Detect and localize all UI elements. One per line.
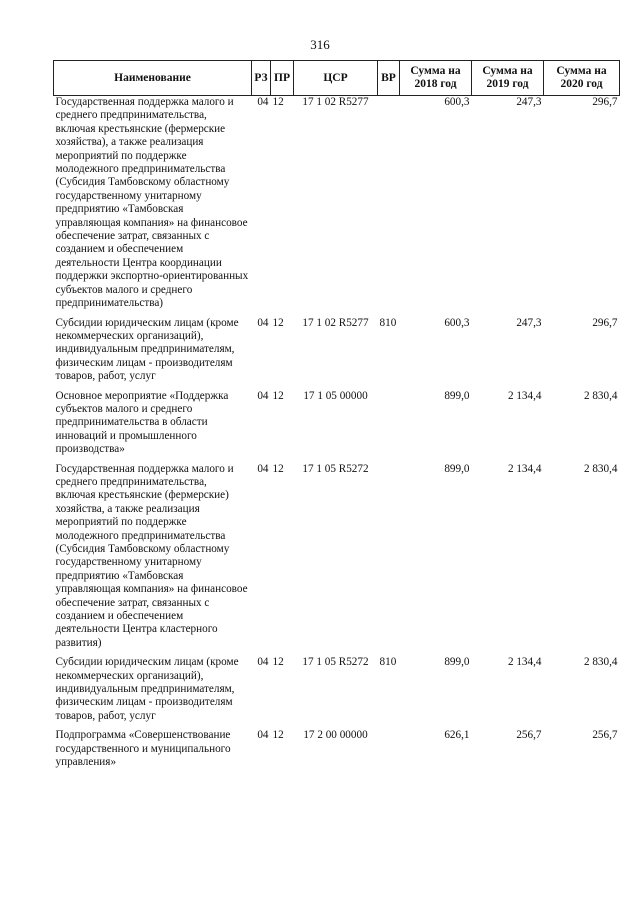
row-rz: 04 — [257, 729, 269, 742]
row-rz: 04 — [257, 656, 269, 669]
row-csr: 17 1 05 00000 — [303, 389, 368, 402]
row-sum-2018: 600,3 — [444, 316, 470, 329]
row-vr — [378, 96, 400, 317]
row-csr: 17 1 02 R5277 — [302, 96, 369, 108]
table-row — [54, 729, 620, 775]
row-sum-2019: 2 134,4 — [507, 462, 542, 475]
row-pr: 12 — [272, 389, 284, 402]
row-name: Субсидии юридическим лицам (кроме некоммерческих организаций), индивидуальным предпринимателям, физическим лицам - производителям товаров, работ, услуг — [55, 656, 239, 722]
row-sum-2020: 2 830,4 — [583, 389, 618, 402]
row-vr: 810 — [379, 656, 397, 669]
row-name: Субсидии юридическим лицам (кроме некоммерческих организаций), индивидуальным предпринимателям, физическим лицам - производителям товаров, работ, услуг — [55, 316, 239, 383]
row-sum-2020: 256,7 — [592, 729, 618, 742]
page-number: 316 — [310, 37, 330, 52]
header-pr: ПР — [271, 61, 294, 96]
row-name: Государственная поддержка малого и среднего предпринимательства, включая крестьянские (фермерские хозяйства), а также реализация мероприятий по поддержке молодежного предпринимательства (Субсидия Тамбовскому областному государственному унитарному предприятию «Тамбовская управляющая компания» на финансовое обеспечение затрат, связанных с созданием и обеспечением деятельности Центра координации поддержки экспортно-ориентированных субъектов малого и среднего предпринимательства) — [55, 96, 249, 310]
row-sum-2020: 2 830,4 — [583, 462, 618, 475]
header-rz: РЗ — [252, 61, 271, 96]
table-row — [54, 656, 620, 729]
row-vr: 810 — [379, 316, 397, 329]
table-row — [54, 390, 620, 463]
row-rz: 04 — [257, 96, 269, 108]
row-csr: 17 2 00 00000 — [303, 729, 368, 742]
row-csr: 17 1 05 R5272 — [302, 462, 369, 475]
table-row — [54, 463, 620, 657]
row-pr: 12 — [272, 462, 284, 475]
table-header — [54, 61, 620, 96]
row-sum-2020: 296,7 — [592, 96, 618, 108]
row-vr — [378, 729, 400, 775]
row-rz: 04 — [257, 389, 269, 402]
table-row — [54, 96, 620, 317]
row-csr: 17 1 02 R5277 — [302, 316, 369, 329]
row-rz: 04 — [257, 316, 269, 329]
header-sum-2018: Сумма на 2018 год — [400, 61, 472, 96]
row-sum-2018: 600,3 — [444, 96, 470, 108]
table-row — [54, 317, 620, 390]
header-vr: ВР — [378, 61, 400, 96]
row-sum-2018: 899,0 — [444, 462, 470, 475]
row-csr: 17 1 05 R5272 — [302, 656, 369, 669]
header-name: Наименование — [54, 61, 252, 96]
row-sum-2019: 2 134,4 — [507, 389, 542, 402]
row-pr: 12 — [272, 656, 284, 669]
row-pr: 12 — [272, 96, 284, 108]
row-sum-2019: 247,3 — [516, 316, 542, 329]
row-name: Подпрограмма «Совершенствование государственного и муниципального управления» — [55, 729, 231, 769]
row-sum-2018: 626,1 — [444, 729, 470, 742]
header-csr: ЦСР — [294, 61, 378, 96]
header-sum-2019: Сумма на 2019 год — [472, 61, 544, 96]
row-vr — [378, 390, 400, 463]
row-sum-2019: 256,7 — [516, 729, 542, 742]
row-sum-2018: 899,0 — [444, 389, 470, 402]
row-pr: 12 — [272, 316, 284, 329]
row-sum-2018: 899,0 — [444, 656, 470, 669]
row-pr: 12 — [272, 729, 284, 742]
header-sum-2020: Сумма на 2020 год — [544, 61, 620, 96]
row-vr — [378, 463, 400, 657]
row-sum-2020: 296,7 — [592, 316, 618, 329]
row-name: Государственная поддержка малого и среднего предпринимательства, включая крестьянские (фермерские) хозяйства, а также реализация мероприятий по поддержке молодежного предпринимательства (Субсидия Тамбовскому областному государственному унитарному предприятию «Тамбовская управляющая компания» на финансовое обеспечение затрат, связанных с созданием и обеспечением деятельности Центра кластерного развития) — [55, 462, 248, 649]
budget-table — [53, 60, 620, 776]
row-sum-2020: 2 830,4 — [583, 656, 618, 669]
row-sum-2019: 247,3 — [516, 96, 542, 108]
row-name: Основное мероприятие «Поддержка субъектов малого и среднего предпринимательства в области инноваций и промышленного производства» — [55, 389, 229, 456]
row-rz: 04 — [257, 462, 269, 475]
row-sum-2019: 2 134,4 — [507, 656, 542, 669]
